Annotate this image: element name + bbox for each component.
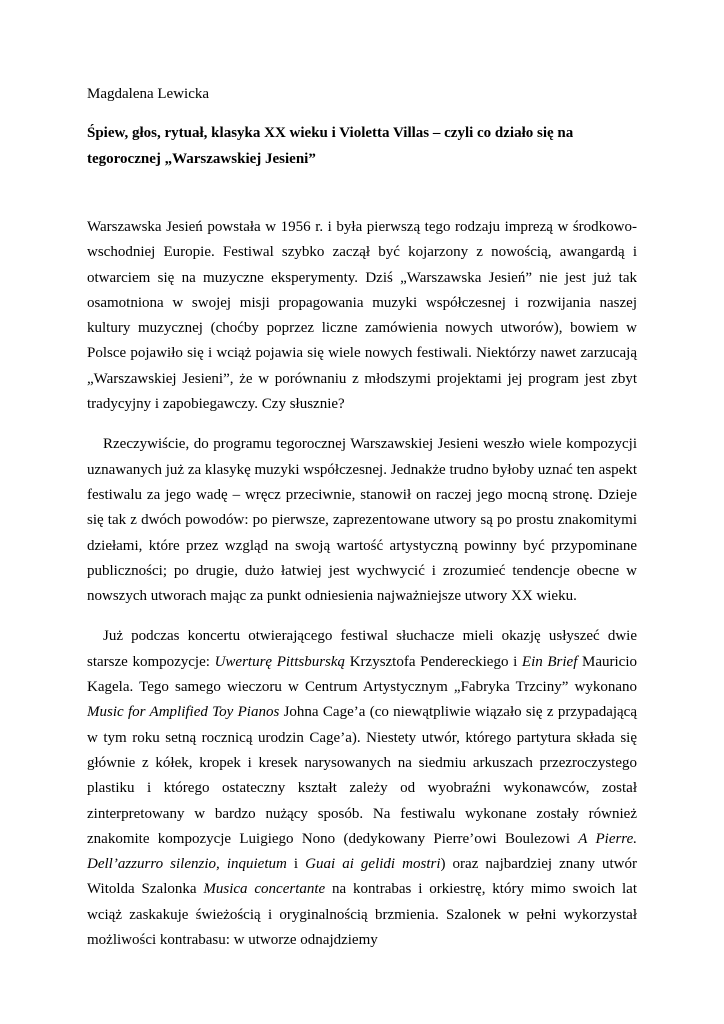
- paragraph-3-text-5: i: [286, 856, 306, 873]
- paragraph-2: Rzeczywiście, do programu tegorocznej Warszawskiej Jesieni weszło wiele kompozycji uznawanych już za klasykę muzyki współczesnej. Jednakże trudno byłoby uznać ten aspekt festiwalu za jego wadę – wręcz przeciwnie, stanowił on raczej jego mocną stronę. Dzieje się tak z dwóch powodów: po pierwsze, zaprezentowane utwory są po prostu znakomitymi dziełami, które przez wzgląd na swoją wartość artystyczną powinny być przypominane publiczności; po drugie, dużo łatwiej jest wychwycić i zrozumieć tendencje obecne w nowszych utworach mając za punkt odniesienia najważniejsze utwory XX wieku.: [87, 436, 637, 605]
- paragraph-3-text-7: na kontrabas i orkiestrę, który mimo swoich lat wciąż zaskakuje świeżością i oryginalnością brzmienia. Szalonek w pełni wykorzystał możliwości kontrabasu: w utworze odnajdziemy: [87, 881, 637, 949]
- work-title-ein-brief: Ein Brief: [521, 653, 578, 670]
- paragraph-3-text-4: Johna Cage’a (co niewątpliwie wiązało się z przypadającą w tym roku setną rocznicą urodzin Cage’a). Niestety utwór, którego partytura składa się głównie z kółek, kropek i kresek narysowanych na siedmiu arkuszach przezroczystego plastiku i którego ostateczny kształt zależy od wyobraźni wykonawców, został zinterpretowany w bardzo nużący sposób. Na festiwalu wykonane zostały również znakomite kompozycje Luigiego Nono (dedykowany Pierre’owi Boulezowi: [87, 704, 637, 847]
- document-page: [87, 84, 637, 953]
- work-title-uwertura: Uwerturę Pittsburską: [214, 653, 346, 670]
- paragraph-3-text-1: Już podczas koncertu otwierającego festiwal słuchacze mieli okazję usłyszeć dwie starsze kompozycje:: [87, 628, 637, 670]
- work-title-guai-ai-gelidi-mostri: Guai ai gelidi mostri: [305, 856, 441, 873]
- work-title-musica-concertante: Musica concertante: [203, 881, 326, 898]
- work-title-music-for-toy-pianos: Music for Amplified Toy Pianos: [87, 704, 280, 721]
- paragraph-3-text-3: Mauricio Kagela. Tego samego wieczoru w Centrum Artystycznym „Fabryka Trzciny” wykonano: [87, 653, 638, 696]
- work-title-a-pierre: A Pierre. Dell’azzurro silenzio, inquietum: [87, 830, 637, 873]
- article-title: Śpiew, głos, rytuał, klasyka XX wieku i Violetta Villas – czyli co działo się na tegorocznej „Warszawskiej Jesieni”: [87, 125, 574, 167]
- paragraph-3-text-6: ) oraz najbardziej znany utwór Witolda Szalonka: [87, 856, 638, 898]
- author-name: Magdalena Lewicka: [87, 86, 210, 102]
- paragraph-3-text-2: Krzysztofa Pendereckiego i: [345, 653, 522, 670]
- paragraph-3: [87, 624, 637, 953]
- paragraph-1: Warszawska Jesień powstała w 1956 r. i była pierwszą tego rodzaju imprezą w środkowo-wschodniej Europie. Festiwal szybko zaczął być kojarzony z nowością, awangardą i otwarciem się na muzyczne eksperymenty. Dziś „Warszawska Jesień” nie jest już tak osamotniona w swojej misji propagowania muzyki współczesnej i rozwijania naszej kultury muzycznej (choćby poprzez liczne zamówienia nowych utworów), bowiem w Polsce pojawiło się i wciąż pojawia się wiele nowych festiwali. Niektórzy nawet zarzucają „Warszawskiej Jesieni”, że w porównaniu z młodszymi projektami jej program jest zbyt tradycyjny i zapobiegawczy. Czy słusznie?: [87, 219, 637, 413]
